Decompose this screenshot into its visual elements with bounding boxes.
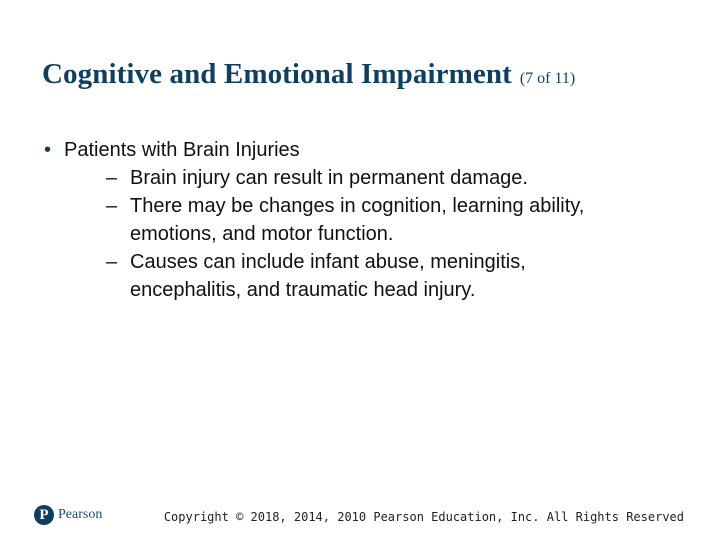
title-text: Cognitive and Emotional Impairment	[42, 58, 512, 90]
main-bullet-item	[44, 136, 704, 164]
pearson-logo-icon: P	[34, 505, 54, 525]
slide-title	[42, 58, 575, 91]
dash-icon: –	[106, 251, 118, 273]
sub-bullet-item	[106, 164, 704, 192]
copyright-text: Copyright © 2018, 2014, 2010 Pearson Education, Inc. All Rights Reserved	[163, 510, 684, 524]
pearson-logo-text: Pearson	[58, 507, 103, 522]
slide-content	[44, 136, 704, 304]
sub-bullet-list	[106, 164, 704, 304]
sub-bullet-text: Causes can include infant abuse, meningitis, encephalitis, and traumatic head injury.	[130, 251, 526, 301]
sub-bullet-item	[106, 248, 704, 304]
bullet-icon: •	[44, 139, 52, 161]
sub-bullet-text: There may be changes in cognition, learning ability, emotions, and motor function.	[130, 195, 585, 245]
dash-icon: –	[106, 167, 118, 189]
sub-bullet-item	[106, 192, 704, 248]
main-bullet-text: Patients with Brain Injuries	[64, 139, 300, 161]
slide-footer	[34, 505, 684, 529]
sub-bullet-text: Brain injury can result in permanent damage.	[130, 167, 528, 189]
title-counter: (7 of 11)	[519, 70, 576, 87]
dash-icon: –	[106, 195, 118, 217]
pearson-logo	[34, 505, 102, 525]
